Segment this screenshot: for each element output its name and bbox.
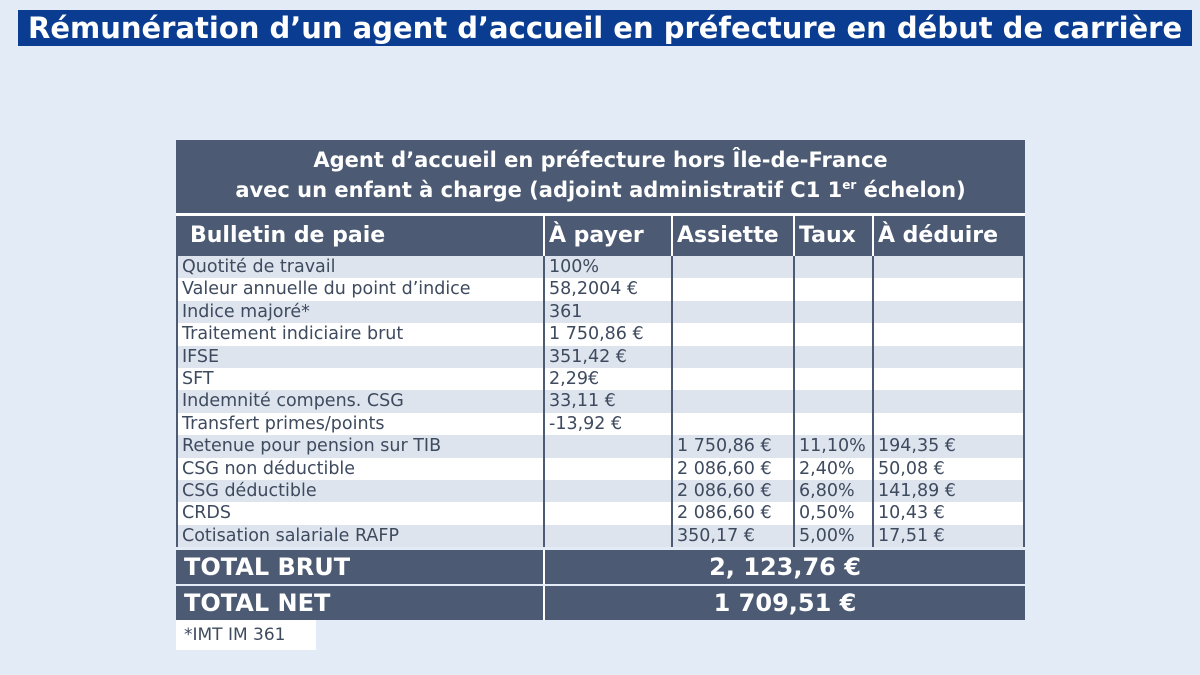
- row-assiette: [673, 413, 795, 435]
- total-brut-value: 2, 123,76 €: [709, 553, 861, 582]
- row-assiette: 2 086,60 €: [673, 502, 795, 524]
- row-taux: [795, 368, 874, 390]
- caption-line-2-start: avec un enfant à charge (adjoint administratif C1 1: [235, 178, 843, 202]
- table-row: [176, 346, 1025, 368]
- row-a-payer: 1 750,86 €: [545, 323, 673, 345]
- row-a-payer: -13,92 €: [545, 413, 673, 435]
- row-taux: [795, 346, 874, 368]
- row-a-deduire: [874, 413, 1023, 435]
- row-a-payer: [545, 458, 673, 480]
- table-row: [176, 323, 1025, 345]
- row-taux: 5,00%: [795, 525, 874, 547]
- row-a-deduire: 10,43 €: [878, 503, 945, 524]
- row-taux: 0,50%: [795, 502, 874, 524]
- caption-line-2-end: échelon): [856, 178, 966, 202]
- row-label: IFSE: [178, 346, 545, 368]
- table-row: [176, 480, 1025, 502]
- row-label: SFT: [178, 368, 545, 390]
- row-taux: [795, 413, 874, 435]
- column-header-bulletin: Bulletin de paie: [176, 216, 545, 256]
- row-a-deduire: 50,08 €: [878, 458, 945, 479]
- row-a-payer: [545, 480, 673, 502]
- table-row: [176, 301, 1025, 323]
- row-label: Cotisation salariale RAFP: [178, 525, 545, 547]
- row-taux: [795, 256, 874, 278]
- row-a-deduire: [874, 346, 1023, 368]
- payslip-grid: [176, 216, 1025, 547]
- row-a-payer: 2,29€: [545, 368, 673, 390]
- column-header-a-deduire: À déduire: [878, 223, 999, 248]
- row-assiette: [673, 278, 795, 300]
- row-label: Indice majoré*: [178, 301, 545, 323]
- row-a-deduire: 17,51 €: [878, 525, 945, 546]
- row-a-deduire: [874, 368, 1023, 390]
- total-net-label: TOTAL NET: [176, 586, 545, 620]
- total-net-value: 1 709,51 €: [713, 589, 857, 618]
- row-assiette: [673, 256, 795, 278]
- row-a-payer: [545, 525, 673, 547]
- table-caption: [176, 140, 1025, 216]
- row-label: Traitement indiciaire brut: [178, 323, 545, 345]
- table-row: [176, 278, 1025, 300]
- row-label: Transfert primes/points: [178, 413, 545, 435]
- page-title: Rémunération d’un agent d’accueil en préfecture en début de carrière: [18, 10, 1192, 46]
- row-a-deduire: [874, 323, 1023, 345]
- row-a-payer: [545, 502, 673, 524]
- row-a-deduire: 141,89 €: [878, 480, 956, 501]
- row-taux: 11,10%: [795, 435, 874, 457]
- row-a-payer: 33,11 €: [545, 390, 673, 412]
- row-assiette: [673, 323, 795, 345]
- table-row: [176, 458, 1025, 480]
- row-assiette: 1 750,86 €: [673, 435, 795, 457]
- table-row: [176, 390, 1025, 412]
- row-label: Retenue pour pension sur TIB: [178, 435, 545, 457]
- row-label: CSG non déductible: [178, 458, 545, 480]
- row-a-payer: [545, 435, 673, 457]
- row-taux: [795, 301, 874, 323]
- table-row: [176, 435, 1025, 457]
- row-taux: [795, 390, 874, 412]
- row-label: Indemnité compens. CSG: [178, 390, 545, 412]
- row-assiette: [673, 301, 795, 323]
- row-assiette: [673, 368, 795, 390]
- row-taux: 6,80%: [795, 480, 874, 502]
- table-row: [176, 525, 1025, 547]
- table-row: [176, 413, 1025, 435]
- row-a-deduire: [874, 256, 1023, 278]
- row-a-payer: 58,2004 €: [545, 278, 673, 300]
- column-header-row: [176, 216, 1025, 256]
- caption-line-1: Agent d’accueil en préfecture hors Île-de-France: [313, 148, 888, 172]
- row-assiette: 2 086,60 €: [673, 480, 795, 502]
- row-a-payer: 361: [545, 301, 673, 323]
- row-assiette: [673, 346, 795, 368]
- table-row: [176, 368, 1025, 390]
- row-taux: [795, 278, 874, 300]
- total-brut-label: TOTAL BRUT: [176, 550, 545, 584]
- row-a-payer: 351,42 €: [545, 346, 673, 368]
- caption-line-2: [176, 175, 1025, 205]
- row-label: CRDS: [178, 502, 545, 524]
- row-label: Valeur annuelle du point d’indice: [178, 278, 545, 300]
- total-net-row: [176, 586, 1025, 620]
- row-assiette: 2 086,60 €: [673, 458, 795, 480]
- caption-superscript: er: [842, 178, 857, 192]
- table-row: [176, 256, 1025, 278]
- row-assiette: [673, 390, 795, 412]
- payslip-table: [176, 140, 1025, 620]
- row-a-deduire: 194,35 €: [878, 436, 956, 457]
- row-a-deduire: [874, 278, 1023, 300]
- row-a-payer: 100%: [545, 256, 673, 278]
- total-brut-row: [176, 550, 1025, 584]
- table-row: [176, 502, 1025, 524]
- row-label: CSG déductible: [178, 480, 545, 502]
- row-a-deduire: [874, 390, 1023, 412]
- row-assiette: 350,17 €: [673, 525, 795, 547]
- row-taux: 2,40%: [795, 458, 874, 480]
- row-a-deduire: [874, 301, 1023, 323]
- column-header-assiette: Assiette: [673, 216, 795, 256]
- column-header-a-payer: À payer: [545, 216, 673, 256]
- column-header-taux: Taux: [795, 216, 874, 256]
- footnote: *IMT IM 361: [176, 620, 316, 650]
- row-taux: [795, 323, 874, 345]
- row-label: Quotité de travail: [178, 256, 545, 278]
